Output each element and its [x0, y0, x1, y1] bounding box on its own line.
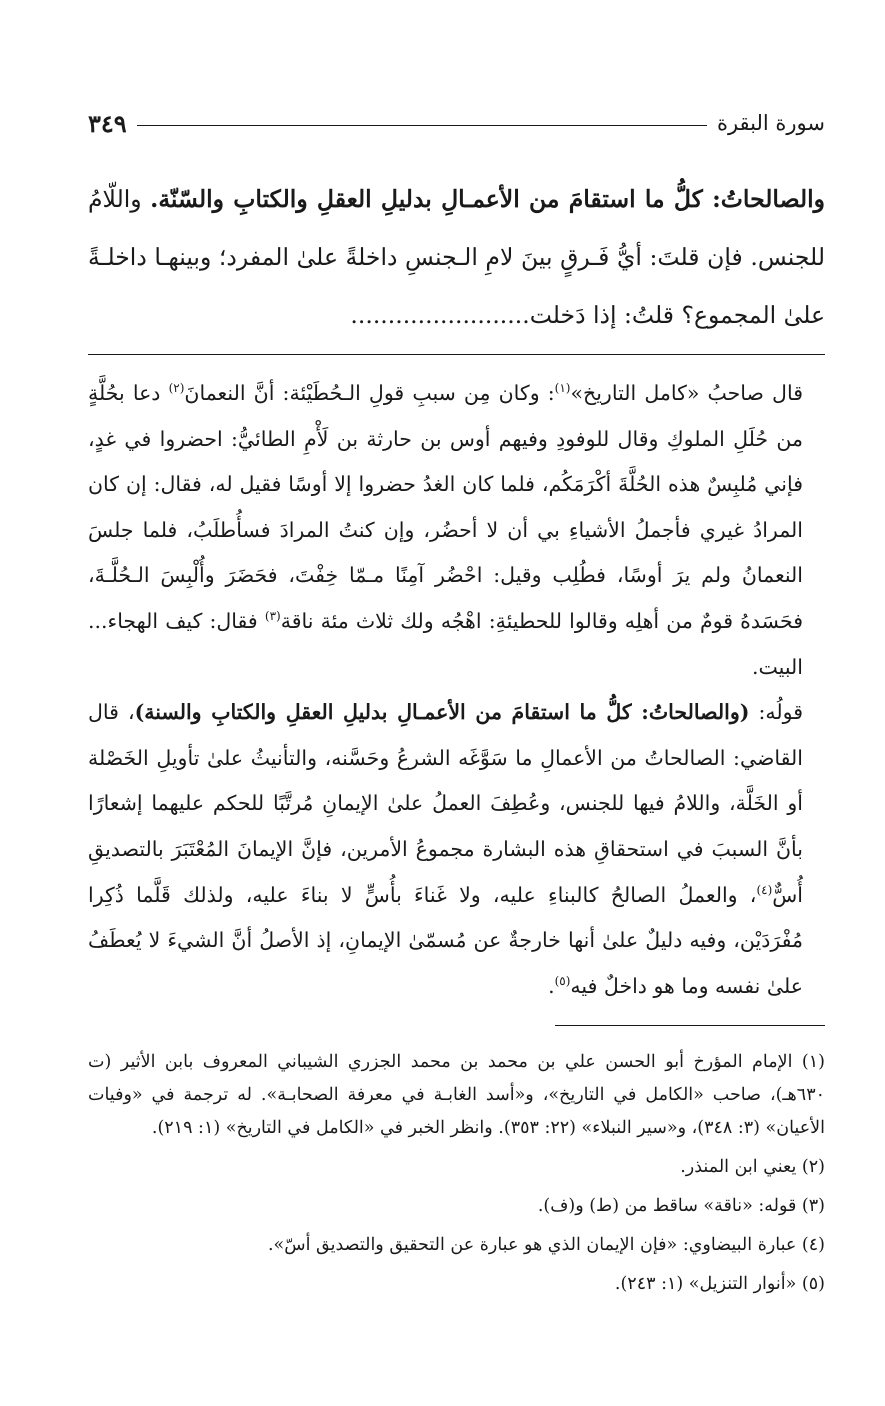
commentary-text: فقال: كيف الهجاء... البيت. [88, 608, 803, 679]
commentary [88, 371, 825, 1009]
footnotes [88, 1046, 825, 1301]
footnote-ref[interactable]: (٤) [756, 882, 773, 897]
footnote-ref[interactable]: (٣) [264, 609, 281, 624]
page-number: ٣٤٩ [88, 108, 127, 138]
running-header [88, 100, 825, 146]
footnote: (١) الإمام المؤرخ أبو الحسن علي بن محمد بن محمد الجزري الشيباني المعروف بابن الأثير (ت ٦٣٠هـ)، صاحب «الكامل في التاريخ»، و«أسد الغابـة في معرفة الصحابـة». له ترجمة في «وفيات الأعيان» (٣: ٣٤٨)، و«سير النبلاء» (٢٢: ٣٥٣). وانظر الخبر في «الكامل في التاريخ» (١: ٢١٩). [88, 1052, 825, 1139]
commentary-text: . [548, 973, 555, 998]
main-text [88, 170, 825, 344]
footnote-rule [555, 1025, 825, 1026]
footnote: (٥) «أنوار التنزيل» (١: ٢٤٣). [614, 1274, 825, 1295]
commentary-text: دعا بحُلَّةٍ من حُلَلِ الملوكِ وقال للوفودِ وفيهم أوس بن حارثة بن لَأْمِ الطائيُّ: احضروا في غدٍ، فإني مُلبِسٌ هذه الحُلَّةَ أكْرَمَكُم، فلما كان الغدُ حضروا إلا أوسًا فقيل له، فقال: إن كان المرادُ غيري فأجملُ الأشياءِ بي أن لا أحضُر، وإن كنتُ المرادَ فسأُطلَبُ، فلما جلسَ النعمانُ ولم يرَ أوسًا، فطُلِب وقيل: احْضُر آمِنًا مـمّا خِفْتَ، فحَضَرَ وأُلْبِسَ الـحُلَّـةَ، فحَسَدهُ قومٌ من أهلِه وقالوا للحطيئةِ: اهْجُه ولك ثلاث مئة ناقة [88, 381, 803, 633]
commentary-paragraph [88, 690, 825, 1009]
main-text-bold: والصالحاتُ: كلُّ ما استقامَ من الأعمـالِ بدليلِ العقلِ والكتابِ والسّنّة. [150, 185, 825, 213]
commentary-text: : وكان مِن سببِ قولِ الـحُطَيْئة: أنَّ النعمانَ [184, 381, 555, 405]
page [88, 100, 825, 1307]
commentary-text: ، قال القاضي: الصالحاتُ من الأعمالِ ما سَوَّغَه الشرعُ وحَسَّنه، والتأنيثُ علىٰ تأويلِ الخَصْلة أو الخَلَّة، واللامُ فيها للجنس، وعُطِفَ العملُ علىٰ الإيمانِ مُرتَّبًا للحكم عليهما إشعارًا بأنَّ السببَ في استحقاقِ هذه البشارة مجموعُ الأمرين، فإنَّ الإيمانَ المُعْتَبَرَ بالتصديقِ أُسٌّ [88, 700, 803, 907]
footnote-ref[interactable]: (٥) [554, 973, 571, 988]
footnote: (٢) يعني ابن المنذر. [680, 1157, 825, 1178]
footnote: (٤) عبارة البيضاوي: «فإن الإيمان الذي هو عبارة عن التحقيق والتصديق أسّ». [267, 1235, 825, 1256]
footnote: (٣) قوله: «ناقة» ساقط من (ط) و(ف). [537, 1196, 825, 1217]
footnote-ref[interactable]: (١) [554, 381, 571, 396]
main-text-body: واللّامُ للجنس. فإن قلتَ: أيُّ فَـرقٍ بينَ لامِ الـجنسِ داخلةً علىٰ المفرد؛ وبينهـا داخلـةً علىٰ المجموع؟ قلتُ: إذا دَخلت [88, 185, 825, 329]
commentary-paragraph [88, 371, 825, 690]
main-text-continuation-dots: ........................ [350, 301, 530, 329]
commentary-text: قال صاحبُ «كامل التاريخ» [570, 381, 804, 405]
header-rule [137, 125, 707, 126]
surah-title: سورة البقرة [716, 111, 825, 135]
commentary-text: قولُه: [749, 700, 803, 725]
quoted-matn: (والصالحاتُ: كلُّ ما استقامَ من الأعمـالِ بدليلِ العقلِ والكتابِ والسنة) [134, 700, 750, 725]
commentary-text: ، والعملُ الصالحُ كالبناءِ عليه، ولا غَناءَ بأُسٍّ لا بناءَ عليه، ولذلك قَلَّما ذُكِرا مُفْرَدَيْن، وفيه دليلٌ علىٰ أنها خارجةٌ عن مُسمّىٰ الإيمانِ، إذ الأصلُ أنَّ الشيءَ لا يُعطَفُ علىٰ نفسه وما هو داخلٌ فيه [88, 882, 803, 998]
text-divider [88, 354, 825, 355]
footnote-ref[interactable]: (٢) [168, 381, 185, 396]
